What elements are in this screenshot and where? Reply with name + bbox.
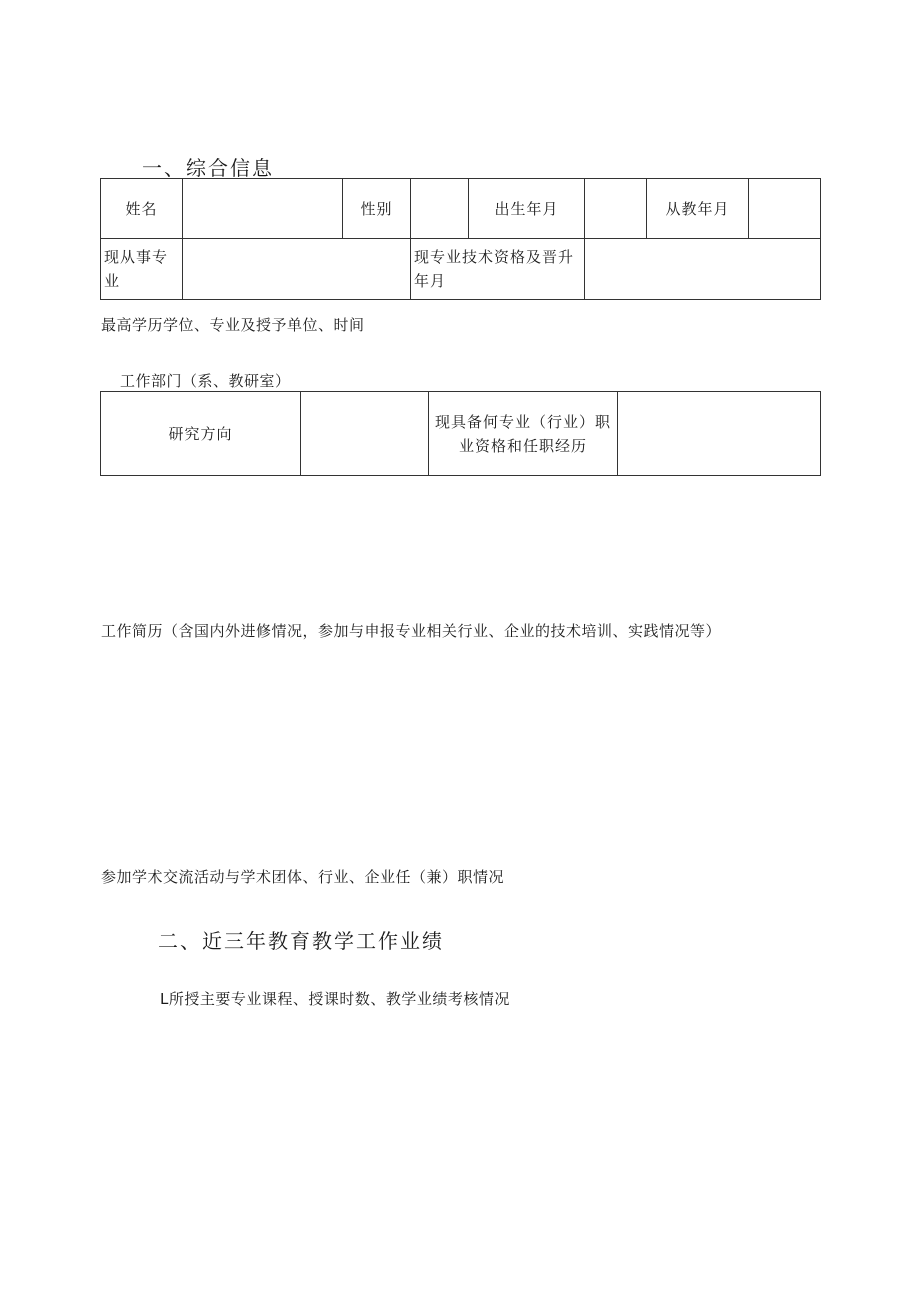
courses-taught-label: L所授主要专业课程、授课时数、教学业绩考核情况	[160, 990, 510, 1008]
academic-activities-label: 参加学术交流活动与学术团体、行业、企业任（兼）职情况	[101, 868, 505, 886]
teaching-start-label: 从教年月	[647, 179, 749, 239]
vocational-qualification-label: 现具备何专业（行业）职业资格和任职经历	[429, 392, 618, 476]
section-heading-teaching-achievements: 二、近三年教育教学工作业绩	[158, 929, 444, 953]
name-label: 姓名	[101, 179, 183, 239]
section-heading-general-info: 一、综合信息	[142, 156, 274, 180]
tech-qualification-field[interactable]	[585, 239, 821, 300]
work-history-label: 工作简历（含国内外进修情况，参加与申报专业相关行业、企业的技术培训、实践情况等）	[101, 622, 722, 640]
tech-qualification-label: 现专业技术资格及晋升年月	[411, 239, 585, 300]
department-label: 工作部门（系、教研室）	[120, 372, 291, 390]
basic-info-table	[100, 178, 821, 300]
vocational-qualification-field[interactable]	[618, 392, 821, 476]
research-direction-field[interactable]	[301, 392, 429, 476]
research-table	[100, 391, 821, 476]
current-major-field[interactable]	[183, 239, 411, 300]
education-label: 最高学历学位、专业及授予单位、时间	[101, 316, 365, 334]
birth-date-field[interactable]	[585, 179, 647, 239]
current-major-label: 现从事专业	[101, 239, 183, 300]
gender-field[interactable]	[411, 179, 469, 239]
gender-label: 性别	[343, 179, 411, 239]
birth-date-label: 出生年月	[469, 179, 585, 239]
name-field[interactable]	[183, 179, 343, 239]
teaching-start-field[interactable]	[749, 179, 821, 239]
research-direction-label: 研究方向	[101, 392, 301, 476]
